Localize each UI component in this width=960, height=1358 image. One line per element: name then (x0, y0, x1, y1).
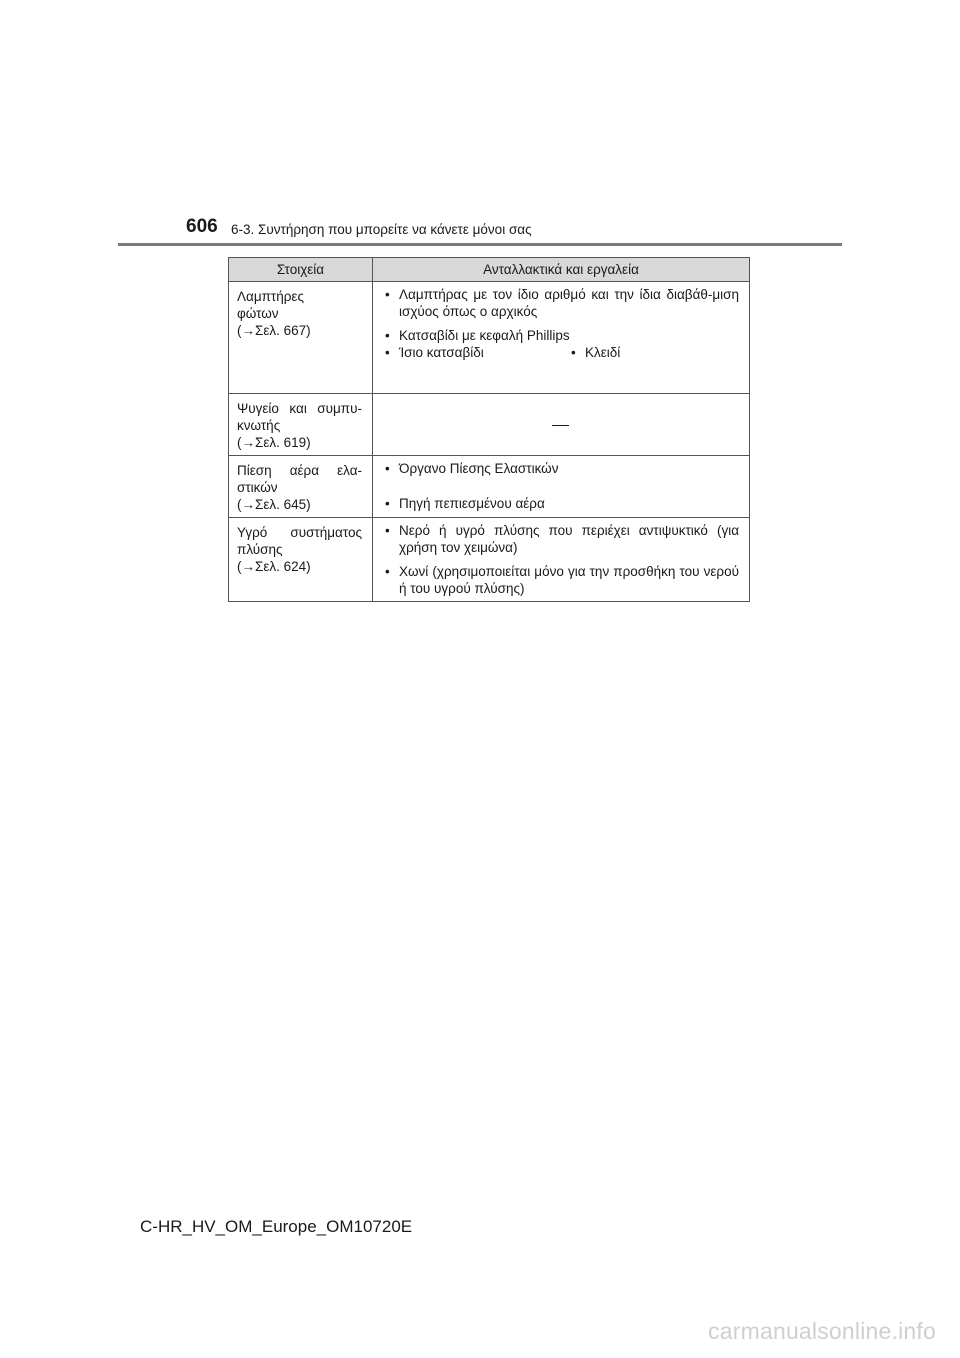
document-code: C-HR_HV_OM_Europe_OM10720E (140, 1217, 413, 1236)
table-header-row (229, 258, 750, 282)
table-row (229, 282, 750, 394)
tool-item: • Κλειδί (567, 344, 620, 361)
item-text: στικών (237, 480, 278, 495)
item-text: φώτων (237, 306, 279, 321)
column-header-tools: Ανταλλακτικά και εργαλεία (373, 258, 750, 282)
em-dash (552, 425, 569, 426)
tools-cell (373, 518, 750, 602)
item-cell (229, 456, 373, 518)
page-reference: (→Σελ. 624) (237, 559, 311, 574)
tool-item: • Λαμπτήρας με τον ίδιο αριθμό και την ίδια διαβάθ-μιση ισχύος όπως ο αρχικός (381, 286, 739, 320)
page-number: 606 (186, 216, 218, 237)
tool-item: • Νερό ή υγρό πλύσης που περιέχει αντιψυκτικό (για χρήση τον χειμώνα) (381, 522, 739, 556)
item-text: Ψυγείο και συμπυ- (237, 401, 362, 416)
header-divider (118, 243, 842, 246)
tools-cell-empty (373, 394, 750, 456)
table-row (229, 518, 750, 602)
item-cell (229, 282, 373, 394)
tool-item: • Όργανο Πίεσης Ελαστικών (381, 460, 739, 477)
table-row (229, 456, 750, 518)
item-text: Πίεση αέρα ελα- (237, 463, 362, 478)
page-reference: (→Σελ. 619) (237, 435, 311, 450)
page-reference: (→Σελ. 667) (237, 323, 311, 338)
tools-cell (373, 456, 750, 518)
item-text: Υγρό συστήματος (237, 525, 362, 540)
item-text: κνωτής (237, 418, 281, 433)
section-title: 6-3. Συντήρηση που μπορείτε να κάνετε μόνοι σας (231, 222, 532, 237)
tool-item: • Ίσιο κατσαβίδι (381, 344, 567, 361)
parts-tools-table (228, 257, 750, 602)
item-text: Λαμπτήρες (237, 289, 304, 304)
watermark: carmanualsonline.info (708, 1318, 936, 1344)
item-text: πλύσης (237, 542, 283, 557)
tool-item: • Χωνί (χρησιμοποιείται μόνο για την προσθήκη του νερού ή του υγρού πλύσης) (381, 563, 739, 597)
tool-item: • Κατσαβίδι με κεφαλή Phillips (381, 327, 739, 344)
item-cell (229, 394, 373, 456)
page-reference: (→Σελ. 645) (237, 497, 311, 512)
table-row (229, 394, 750, 456)
tool-item: • Πηγή πεπιεσμένου αέρα (381, 495, 739, 512)
item-cell (229, 518, 373, 602)
column-header-items: Στοιχεία (229, 258, 373, 282)
tools-cell (373, 282, 750, 394)
